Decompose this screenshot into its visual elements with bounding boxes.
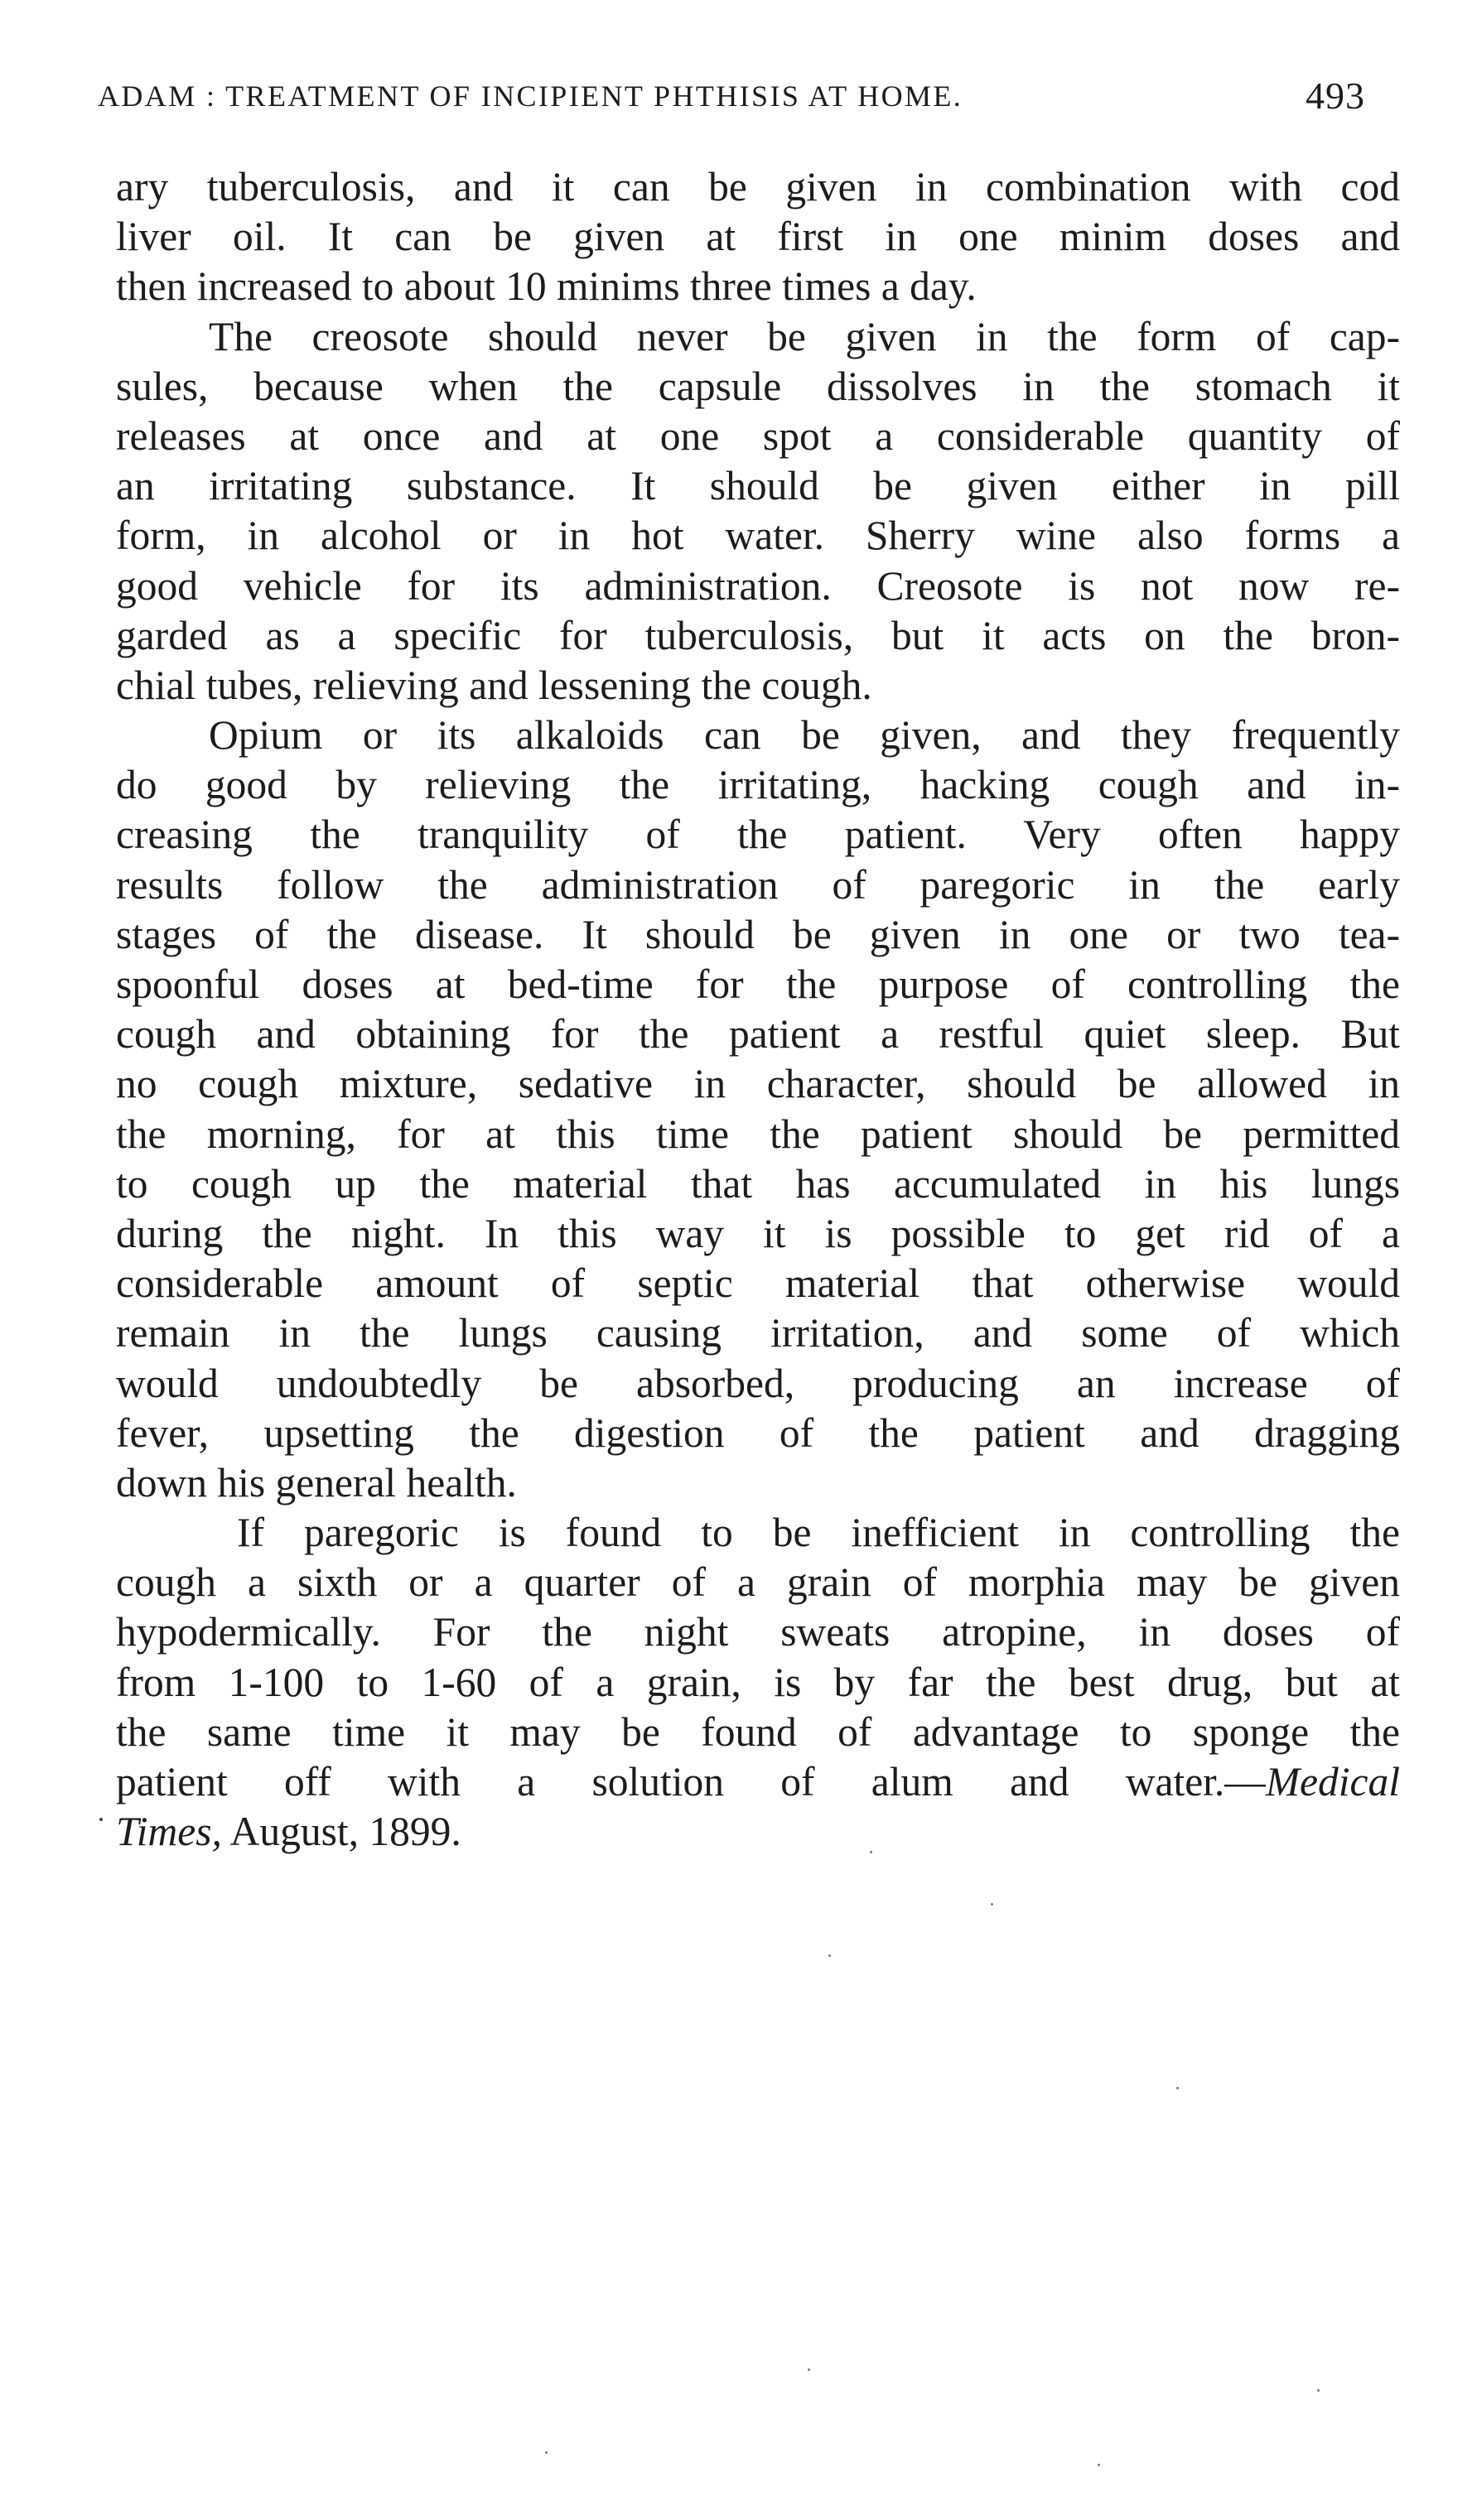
text-line: fever, upsetting the digestion of the patient and dragging	[116, 1409, 1400, 1456]
paragraph	[116, 312, 1400, 711]
text-line: then increased to about 10 minims three times a day.	[116, 263, 977, 310]
text-line: from 1-100 to 1-60 of a grain, is by far the best drug, but at	[116, 1659, 1400, 1705]
running-title: ADAM : TREATMENT OF INCIPIENT PHTHISIS AT HOME.	[98, 80, 963, 113]
text-line: ary tuberculosis, and it can be given in combination with cod	[116, 164, 1400, 210]
text-line: cough a sixth or a quarter of a grain of morphia may be given	[116, 1559, 1400, 1606]
print-speck	[1317, 2389, 1320, 2392]
text-line: would undoubtedly be absorbed, producing an increase of	[116, 1360, 1400, 1406]
print-speck	[870, 1851, 872, 1853]
print-speck	[991, 1903, 993, 1906]
text-line: Opium or its alkaloids can be given, and they frequently	[209, 712, 1400, 759]
page-number: 493	[1306, 75, 1365, 117]
text-line: the same time it may be found of advantage to sponge the	[116, 1708, 1400, 1755]
text-line: good vehicle for its administration. Creosote is not now re-	[116, 562, 1400, 609]
text-line: during the night. In this way it is possible to get rid of a	[116, 1210, 1400, 1256]
text-line: sules, because when the capsule dissolves in the stomach it	[116, 363, 1400, 409]
citation	[116, 1807, 1400, 1857]
text-line: remain in the lungs causing irritation, and some of which	[116, 1310, 1400, 1356]
text-line: The creosote should never be given in the form of cap-	[209, 313, 1400, 359]
print-speck	[1176, 2087, 1179, 2089]
margin-mark	[99, 1818, 103, 1821]
text-line: stages of the disease. It should be given in one or two tea-	[116, 911, 1400, 957]
citation-date: August, 1899.	[229, 1809, 461, 1855]
citation-journal-start: Medical	[1265, 1759, 1400, 1804]
text-line: garded as a specific for tuberculosis, but it acts on the bron-	[116, 612, 1400, 658]
paragraph	[116, 1508, 1400, 1857]
text-line: releases at once and at one spot a considerable quantity of	[116, 412, 1400, 459]
text-line: hypodermically. For the night sweats atropine, in doses of	[116, 1609, 1400, 1655]
paragraph	[116, 711, 1400, 1508]
text-line: liver oil. It can be given at first in one minim doses and	[116, 214, 1400, 260]
text-line: do good by relieving the irritating, hacking cough and in-	[116, 762, 1400, 808]
text-line: the morning, for at this time the patient should be permitted	[116, 1111, 1400, 1157]
text-line: down his general health.	[116, 1459, 517, 1506]
text-line: creasing the tranquility of the patient. Very often happy	[116, 812, 1400, 858]
print-speck	[545, 2451, 548, 2454]
print-speck	[808, 2368, 810, 2371]
text-line: an irritating substance. It should be given either in pill	[116, 463, 1400, 509]
text-line: no cough mixture, sedative in character, should be allowed in	[116, 1061, 1400, 1107]
text-line: results follow the administration of paregoric in the early	[116, 861, 1400, 908]
print-speck	[828, 1954, 831, 1957]
text-line: form, in alcohol or in hot water. Sherry wine also forms a	[116, 513, 1400, 559]
text-line: spoonful doses at bed-time for the purpose of controlling the	[116, 961, 1400, 1007]
paragraph	[116, 162, 1400, 312]
text-line: chial tubes, relieving and lessening the cough.	[116, 662, 872, 708]
text-line: considerable amount of septic material that otherwise would	[116, 1260, 1400, 1307]
running-head	[98, 71, 1365, 121]
citation-journal: Times,	[116, 1809, 222, 1855]
text-line: If paregoric is found to be inefficient in controlling the	[237, 1510, 1400, 1556]
text-line: to cough up the material that has accumulated in his lungs	[116, 1160, 1400, 1207]
text-line: cough and obtaining for the patient a restful quiet sleep. But	[116, 1011, 1400, 1058]
print-speck	[1098, 2464, 1100, 2466]
article-body	[116, 162, 1400, 1857]
text-line: patient off with a solution of alum and water.—Medical	[116, 1759, 1400, 1804]
